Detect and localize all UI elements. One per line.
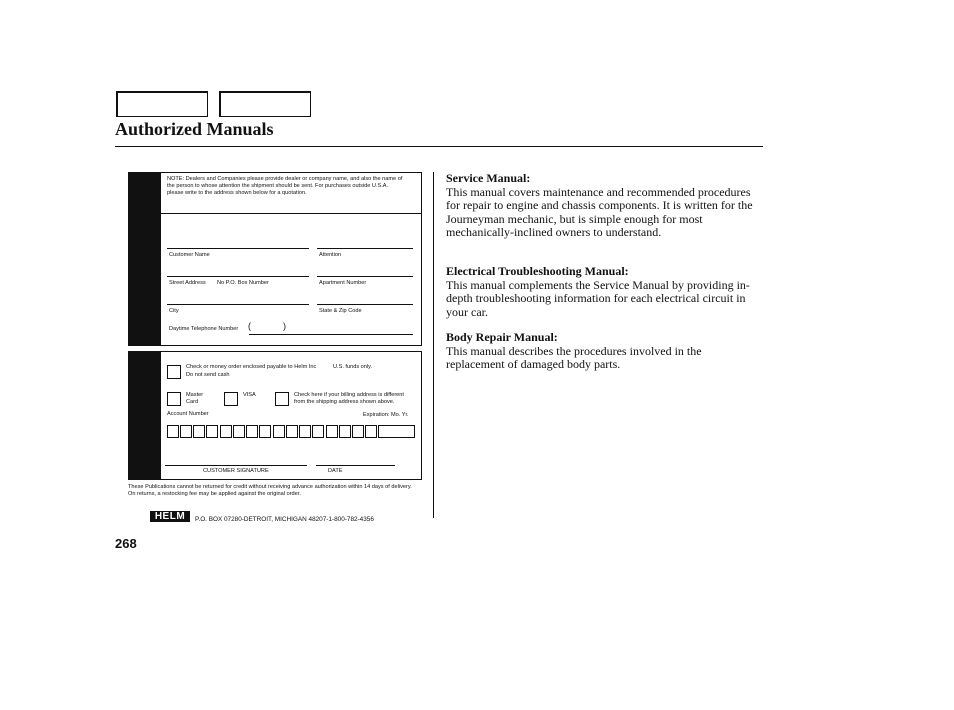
helm-logo [150,511,190,522]
city-label: City [169,308,179,314]
customer-name-label: Customer Name [169,252,210,258]
visa-checkbox[interactable] [224,392,238,406]
header-tab-2 [219,91,311,117]
account-number-boxes[interactable] [167,425,377,439]
phone-label: Daytime Telephone Number [169,326,239,332]
account-digit-box[interactable] [167,425,179,438]
dealer-note: NOTE: Dealers and Companies please provide dealer or company name, and also the name of the person to whose attention the shipment should be sent. For purchases outside U.S.A. please write to the address shown below for a quotation. [167,176,403,196]
account-number-label: Account Number [167,411,209,417]
header-tab-1 [116,91,208,117]
page-title: Authorized Manuals [115,119,274,139]
account-digit-box[interactable] [259,425,271,438]
mastercard-checkbox[interactable] [167,392,181,406]
check-money-order-checkbox[interactable] [167,365,181,379]
account-digit-box[interactable] [286,425,298,438]
helm-address: P.O. BOX 07280-DETROIT, MICHIGAN 48207-1-800-782-4356 [195,516,374,523]
no-cash-label: Do not send cash [186,372,230,378]
state-zip-line[interactable] [317,304,413,305]
expiration-box[interactable] [378,425,415,438]
account-digit-box[interactable] [312,425,324,438]
no-po-box-label: No P.O. Box Number [217,280,269,286]
return-policy-text: These Publications cannot be returned for credit without receiving advance authorization within 14 days of delivery. On returns, a restocking fee may be applied against the original order. [128,484,412,497]
body-repair-manual-body: This manual describes the procedures involved in the replacement of damaged body parts. [446,343,702,371]
electrical-manual-heading: Electrical Troubleshooting Manual: [446,264,629,278]
expiration-label: Expiration: Mo. Yr. [363,412,409,418]
billing-different-checkbox[interactable] [275,392,289,406]
customer-name-line[interactable] [167,248,309,249]
payment-form [128,351,422,480]
account-digit-box[interactable] [246,425,258,438]
us-funds-label: U.S. funds only. [333,364,373,370]
phone-paren-close: ) [283,321,286,331]
city-line[interactable] [167,304,309,305]
service-manual-section [446,172,761,240]
check-money-order-label: Check or money order enclosed payable to Helm Inc [186,364,317,370]
title-rule [115,146,763,147]
account-digit-box[interactable] [365,425,377,438]
state-zip-label: State & Zip Code [319,308,362,314]
signature-line[interactable] [165,465,307,466]
body-repair-manual-section [446,331,761,372]
form-band [129,352,161,479]
account-digit-box[interactable] [220,425,232,438]
note-divider [161,213,421,214]
phone-line[interactable] [249,334,413,335]
apartment-label: Apartment Number [319,280,367,286]
account-digit-box[interactable] [233,425,245,438]
account-digit-box[interactable] [206,425,218,438]
attention-line[interactable] [317,248,413,249]
account-digit-box[interactable] [180,425,192,438]
body-repair-manual-heading: Body Repair Manual: [446,330,558,344]
street-line[interactable] [167,276,309,277]
column-divider [433,172,434,518]
phone-paren-open: ( [248,321,251,331]
helm-logo-text: HELM [154,511,186,522]
account-digit-box[interactable] [193,425,205,438]
apartment-line[interactable] [317,276,413,277]
electrical-manual-body: This manual complements the Service Manual by providing in-depth troubleshooting information for each electrical circuit in your car. [446,277,750,319]
attention-label: Attention [319,252,342,258]
page-number: 268 [115,536,137,551]
account-digit-box[interactable] [339,425,351,438]
shipping-form [128,172,422,346]
account-digit-box[interactable] [273,425,285,438]
account-digit-box[interactable] [299,425,311,438]
date-line[interactable] [316,465,395,466]
visa-label: VISA [243,392,256,398]
form-band [129,173,161,345]
billing-different-label: Check here if your billing address is different from the shipping address shown above. [294,392,404,405]
mastercard-label: Master Card [186,392,204,405]
street-address-label: Street Address [169,280,206,286]
date-label: DATE [328,468,343,474]
electrical-manual-section [446,265,761,319]
account-digit-box[interactable] [352,425,364,438]
account-digit-box[interactable] [326,425,338,438]
customer-signature-label: CUSTOMER SIGNATURE [203,468,269,474]
service-manual-body: This manual covers maintenance and recommended procedures for repair to engine and chassis components. It is written for the Journeyman mechanic, but is simple enough for most mechanically-inclined owners to understand. [446,184,753,239]
service-manual-heading: Service Manual: [446,171,531,185]
